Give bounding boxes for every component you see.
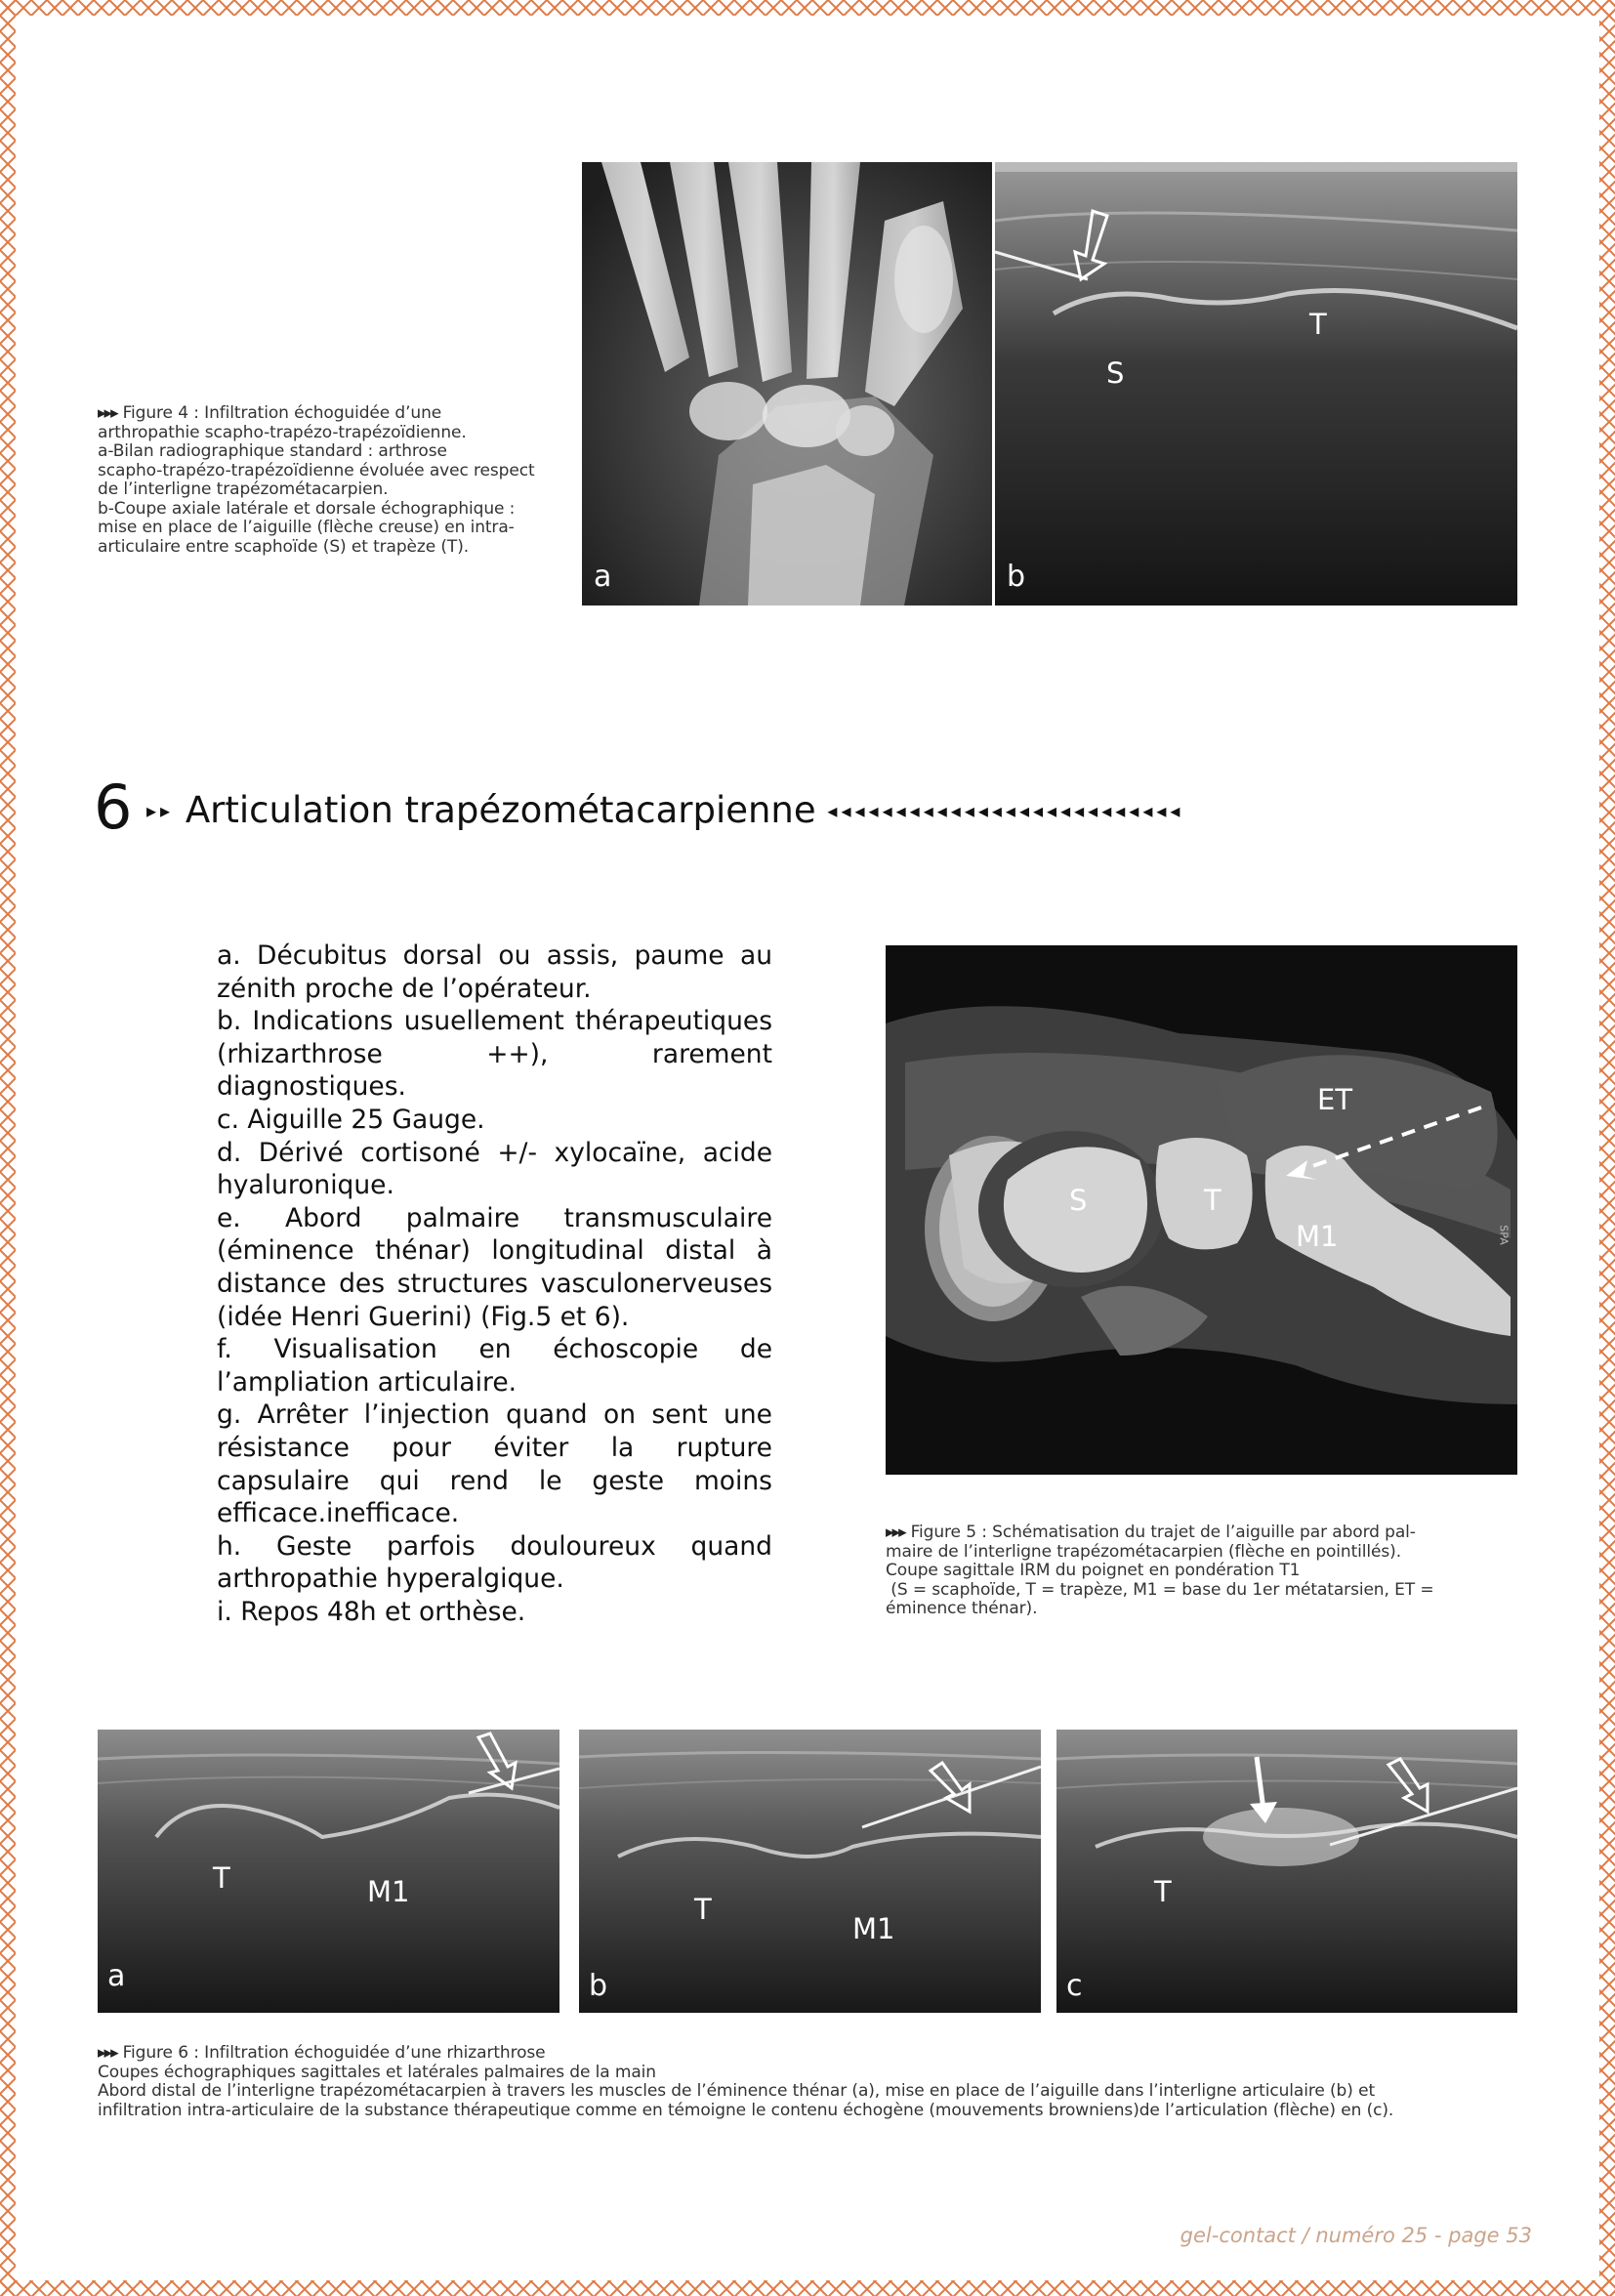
figure4-caption xyxy=(98,404,564,557)
list-item: a. Décubitus dorsal ou assis, paume au zénith proche de l’opérateur. xyxy=(217,940,772,1004)
figure4a-xray-image xyxy=(582,162,992,605)
figure6-caption-line: Abord distal de l’interligne trapézométacarpien à travers les muscles de l’éminence thénar (a), mise en place de l’aiguille dans l’interligne articulaire (b) et xyxy=(98,2081,1376,2101)
figure5-caption-line: Coupe sagittale IRM du poignet en pondération T1 xyxy=(886,1561,1301,1580)
panel-letter-a: a xyxy=(594,560,612,594)
figure4-caption-line: a-Bilan radiographique standard : arthrose xyxy=(98,441,447,461)
panel-letter-b: b xyxy=(1007,560,1026,594)
figure4-caption-line: arthropathie scapho-trapézo-trapézoïdienne. xyxy=(98,422,467,442)
label-T: T xyxy=(1154,1875,1172,1908)
triple-arrow-icon: ▸▸▸ xyxy=(98,2043,117,2063)
instruction-list xyxy=(217,939,772,1628)
watermark: SPA xyxy=(1497,1225,1511,1245)
triple-arrow-icon: ▸▸▸ xyxy=(886,1523,905,1542)
figure6a-ultrasound-image xyxy=(98,1730,559,2013)
left-triangles-icon: ◂◂◂◂◂◂◂◂◂◂◂◂◂◂◂◂◂◂◂◂◂◂◂◂◂◂ xyxy=(827,799,1184,822)
figure4-caption-line: scapho-trapézo-trapézoïdienne évoluée avec respect xyxy=(98,460,535,480)
section-title: Articulation trapézométacarpienne xyxy=(185,789,816,831)
figure4-caption-line: ▸▸▸ Figure 4 : Infiltration échoguidée d’une xyxy=(98,403,442,423)
figure4-caption-line: mise en place de l’aiguille (flèche creuse) en intra- xyxy=(98,518,515,537)
figure5-caption-line: maire de l’interligne trapézométacarpien (flèche en pointillés). xyxy=(886,1541,1401,1562)
figure6c-ultrasound-image xyxy=(1056,1730,1517,2013)
figure5-mri-image xyxy=(886,945,1517,1475)
label-ET: ET xyxy=(1317,1083,1353,1116)
figure5-caption xyxy=(886,1524,1511,1619)
list-item: i. Repos 48h et orthèse. xyxy=(217,1596,526,1627)
label-M1: M1 xyxy=(852,1912,895,1945)
list-item: h. Geste parfois douloureux quand arthropathie hyperalgique. xyxy=(217,1530,772,1595)
figure6-caption xyxy=(98,2044,1523,2120)
list-item: b. Indications usuellement thérapeutiques (rhizarthrose ++), rarement diagnostiques. xyxy=(217,1006,772,1103)
list-item: e. Abord palmaire transmusculaire (éminence thénar) longitudinal distal à distance des structures vasculonerveuses (idée Henri Guerini) (Fig.5 et 6). xyxy=(217,1202,772,1332)
label-T: T xyxy=(213,1861,230,1895)
triple-arrow-icon: ▸▸▸ xyxy=(98,403,117,423)
figure5-caption-line: (S = scaphoïde, T = trapèze, M1 = base du 1er métatarsien, ET = xyxy=(886,1579,1434,1600)
label-T: T xyxy=(694,1893,712,1926)
figure6-caption-line: ▸▸▸ Figure 6 : Infiltration échoguidée d’une rhizarthrose xyxy=(98,2043,546,2063)
figure4-caption-line: de l’interligne trapézométacarpien. xyxy=(98,480,389,499)
figure5-caption-line: éminence thénar). xyxy=(886,1599,1038,1618)
list-item: g. Arrêter l’injection quand on sent une résistance pour éviter la rupture capsulaire qui rend le geste moins efficace.inefficace. xyxy=(217,1399,772,1529)
section-number: 6 xyxy=(94,772,133,843)
panel-letter-c: c xyxy=(1066,1969,1083,2003)
section-heading xyxy=(146,791,1533,830)
label-M1: M1 xyxy=(367,1875,410,1908)
figure5-caption-line: ▸▸▸ Figure 5 : Schématisation du trajet de l’aiguille par abord pal- xyxy=(886,1523,1416,1542)
figure6b-ultrasound-image xyxy=(579,1730,1041,2013)
figure4-caption-line: b-Coupe axiale latérale et dorsale échographique : xyxy=(98,498,516,519)
figure6-caption-line: infiltration intra-articulaire de la substance thérapeutique comme en témoigne le contenu échogène (mouvements browniens)de l’articulation (flèche) en (c). xyxy=(98,2100,1394,2120)
list-item: c. Aiguille 25 Gauge. xyxy=(217,1104,485,1135)
list-item: f. Visualisation en échoscopie de l’ampliation articulaire. xyxy=(217,1334,772,1398)
label-S: S xyxy=(1106,356,1125,390)
label-M1: M1 xyxy=(1296,1220,1339,1253)
panel-letter-b: b xyxy=(589,1969,608,2003)
list-item: d. Dérivé cortisoné +/- xylocaïne, acide hyaluronique. xyxy=(217,1137,772,1201)
page-footer: gel-contact / numéro 25 - page 53 xyxy=(1180,2224,1532,2247)
label-T: T xyxy=(1204,1184,1222,1217)
figure4b-ultrasound-image xyxy=(995,162,1517,605)
figure4-caption-line: articulaire entre scaphoïde (S) et trapèze (T). xyxy=(98,536,470,557)
figure6-caption-line: Coupes échographiques sagittales et latérales palmaires de la main xyxy=(98,2062,656,2082)
right-triangles-icon: ▸▸ xyxy=(146,799,175,822)
label-T: T xyxy=(1309,308,1327,341)
label-S: S xyxy=(1069,1184,1088,1217)
panel-letter-a: a xyxy=(107,1959,126,1993)
